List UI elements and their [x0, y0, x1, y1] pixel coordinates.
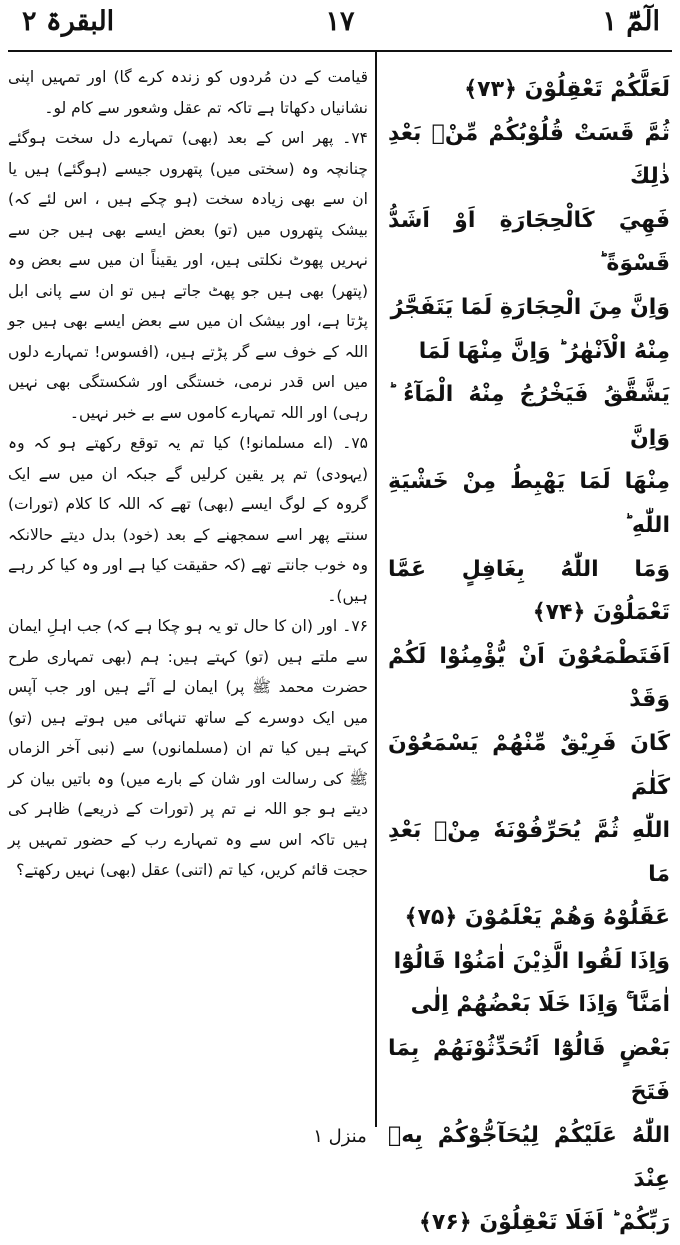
arabic-line: يَشَّقَّقُ فَيَخْرُجُ مِنْهُ الْمَآءُ ؕ وَاِنَّ: [388, 382, 670, 451]
translation-paragraph: ۷۴۔ پھر اس کے بعد (بھی) تمہارے دل سخت ہوگئے چنانچہ وہ (سختی میں) پتھروں جیسے (ہوگئے) ہیں یا ان سے بھی زیادہ سخت (ہو چکے ہیں ، اس لئے کہ) بیشک پتھروں میں (تو) بعض ایسے بھی ہیں جن سے نہریں پھوٹ نکلتی ہیں، اور یقیناً ان میں سے بعض وہ (پتھر) بھی ہیں جو پھٹ جاتے ہیں تو ان سے پانی ابل پڑتا ہے، اور بیشک ان میں سے بعض ایسے بھی ہیں جو اللہ کے خوف سے گر پڑتے ہیں، (افسوس! تمہارے دلوں میں اس قدر نرمی، خستگی اور شکستگی بھی نہیں رہی) اور اللہ تمہارے کاموں سے بے خبر نہیں۔: [8, 129, 368, 422]
arabic-line: فَهِيَ كَالْحِجَارَةِ اَوْ اَشَدُّ قَسْوَةً ؕ: [388, 207, 670, 277]
column-divider: [375, 52, 377, 1127]
manzil-footer: منزل ۱: [313, 1126, 367, 1147]
header-divider: [8, 50, 672, 52]
page-number: ۱۷: [325, 6, 355, 37]
arabic-line: عَقَلُوْهُ وَهُمْ يَعْلَمُوْنَ ﴿۷۵﴾: [404, 905, 670, 931]
translation-paragraph: ۷۶۔ اور (ان کا حال تو یہ ہو چکا ہے کہ) جب اہلِ ایمان سے ملتے ہیں (تو) کہتے ہیں: ہم (بھی تمہاری طرح حضرت محمد ﷺ پر) ایمان لے آئے ہیں اور جب آپس میں ایک دوسرے کے ساتھ تنہائی میں ہوتے ہیں (تو) کہتے ہیں کیا تم ان (مسلمانوں) سے (نبی آخر الزماں ﷺ کی رسالت اور شان کے بارے میں) وہ باتیں بیان کر دیتے ہو جو اللہ نے تم پر (تورات کے ذریعے) ظاہر کی ہیں تاکہ اس سے وہ تمہارے رب کے حضور تمہیں پر حجت قائم کریں، کیا تم (اتنی) عقل (بھی) نہیں رکھتے؟: [8, 617, 368, 879]
arabic-line: وَاِنَّ مِنَ الْحِجَارَةِ لَمَا يَتَفَجَّرُ: [390, 294, 670, 320]
translation-paragraph: قیامت کے دن مُردوں کو زندہ کرے گا) اور تمہیں اپنی نشانیاں دکھاتا ہے تاکہ تم عقل وشعور سے کام لو۔: [8, 68, 368, 117]
surah-name-header: البقرۃ ۲: [22, 6, 115, 37]
arabic-line: وَمَا اللّٰهُ بِغَافِلٍ عَمَّا تَعْمَلُوْنَ ﴿۷۴﴾: [388, 556, 670, 626]
arabic-text-column: [388, 68, 670, 1245]
translation-paragraph: ۷۵۔ (اے مسلمانو!) کیا تم یہ توقع رکھتے ہو کہ وہ (یہودی) تم پر یقین کرلیں گے جبکہ ان میں سے ایک گروہ کے لوگ ایسے (بھی) تھے کہ اللہ کا کلام (تورات) سنتے پھر اسے سمجھنے کے بعد (خود) بدل دیتے حالانکہ وہ خوب جانتے تھے (کہ حقیقت کیا ہے اور وہ کیا کر رہے ہیں)۔: [8, 434, 368, 605]
arabic-line: ثُمَّ قَسَتْ قُلُوْبُكُمْ مِّنْۢ بَعْدِ ذٰلِكَ: [388, 120, 670, 190]
arabic-line: بَعْضٍ قَالُوْٓا اَتُحَدِّثُوْنَهُمْ بِمَا فَتَحَ: [388, 1036, 670, 1105]
arabic-line: اَفَتَطْمَعُوْنَ اَنْ يُّؤْمِنُوْا لَكُمْ وَقَدْ: [388, 643, 670, 713]
arabic-line: رَبِّكُمْ ؕ اَفَلَا تَعْقِلُوْنَ ﴿۷۶﴾: [419, 1210, 670, 1236]
arabic-line: كَانَ فَرِيْقٌ مِّنْهُمْ يَسْمَعُوْنَ كَلٰمَ: [388, 730, 670, 800]
arabic-line: وَاِذَا لَقُوا الَّذِيْنَ اٰمَنُوْا قَالُوْٓا: [393, 948, 670, 974]
arabic-line: مِنْهُ الْاَنْهٰرُ ؕ وَاِنَّ مِنْهَا لَمَا: [418, 338, 670, 364]
arabic-line: لَعَلَّكُمْ تَعْقِلُوْنَ ﴿۷۳﴾: [464, 77, 670, 102]
para-name-header: الٓمّٓ ۱: [602, 6, 660, 37]
urdu-translation-column: [8, 62, 368, 886]
arabic-line: مِنْهَا لَمَا يَهْبِطُ مِنْ خَشْيَةِ اللّٰهِ ؕ: [388, 469, 670, 538]
arabic-line: اٰمَنَّا ۚ وَاِذَا خَلَا بَعْضُهُمْ اِلٰى: [410, 992, 670, 1018]
arabic-line: اللّٰهِ ثُمَّ يُحَرِّفُوْنَهٗ مِنْۢ بَعْدِ مَا: [388, 818, 670, 887]
arabic-line: اللّٰهُ عَلَيْكُمْ لِيُحَآجُّوْكُمْ بِهٖ عِنْدَ: [388, 1123, 670, 1192]
